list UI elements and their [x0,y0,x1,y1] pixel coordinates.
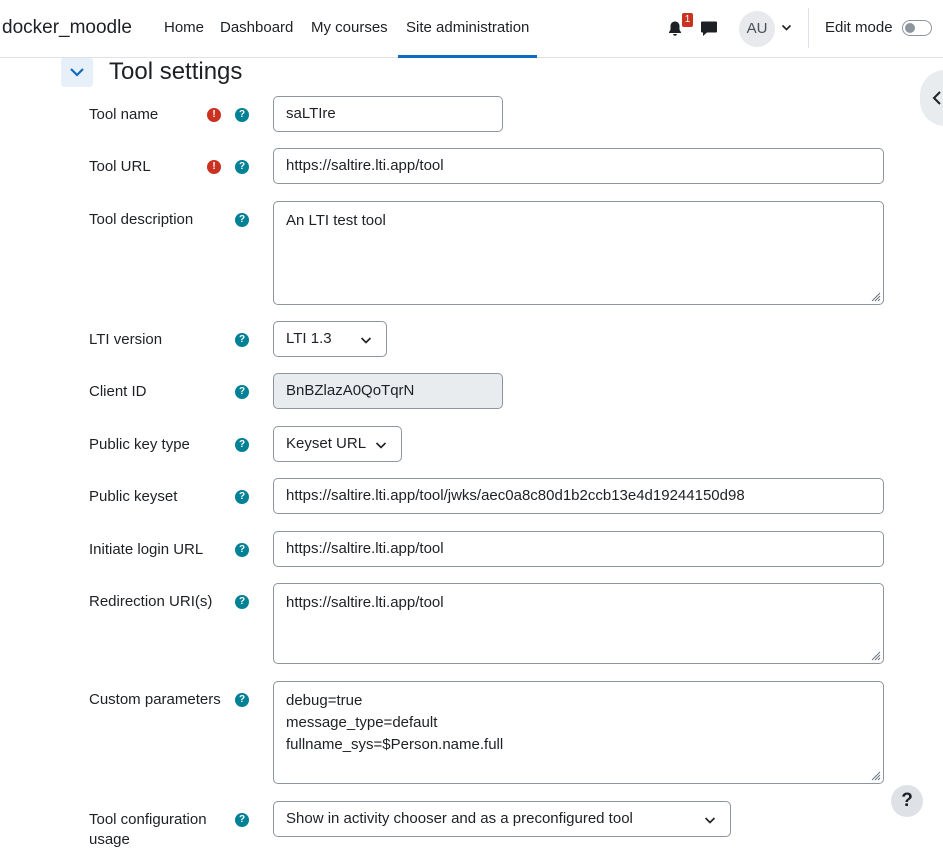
tool-configuration-usage-select[interactable] [273,801,731,837]
chevron-left-icon [932,90,942,106]
open-drawer-button[interactable] [920,70,943,126]
tool-name-label: Tool name [89,106,159,123]
nav-site-administration[interactable]: Site administration [406,19,530,36]
section-title: Tool settings [109,58,243,85]
custom-parameter-line: debug=true [286,692,363,709]
tool-configuration-usage-label-line2: usage [89,831,130,848]
tool-url-label: Tool URL [89,158,151,175]
public-keyset-input[interactable]: https://saltire.lti.app/tool/jwks/aec0a8c80d1b2ccb13e4d19244150d98 [273,478,884,514]
custom-parameter-line: fullname_sys=$Person.name.full [286,736,504,753]
custom-parameter-line: message_type=default [286,714,438,731]
tool-configuration-usage-value: Show in activity chooser and as a preconfigured tool [286,810,633,827]
public-key-type-value: Keyset URL [286,435,367,452]
user-avatar[interactable]: AU [739,11,775,47]
tool-description-label: Tool description [89,211,194,228]
edit-mode-label: Edit mode [825,19,893,36]
redirection-uris-textarea[interactable] [273,583,884,664]
question-circle-icon[interactable]: ? [235,693,249,707]
chat-bubble-icon[interactable] [700,20,718,37]
help-button[interactable]: ? [891,785,923,817]
nav-dashboard[interactable]: Dashboard [220,19,294,36]
question-circle-icon[interactable]: ? [235,813,249,827]
tool-configuration-usage-label [89,810,207,850]
exclamation-circle-icon: ! [207,160,221,174]
tool-description-text: An LTI test tool [286,212,386,229]
question-circle-icon[interactable]: ? [235,213,249,227]
client-id-input[interactable]: BnBZlazA0QoTqrN [273,373,503,409]
tool-name-input[interactable]: saLTIre [273,96,503,132]
chevron-down-icon [704,814,716,826]
resize-grip-icon[interactable] [871,771,881,781]
question-circle-icon[interactable]: ? [235,385,249,399]
lti-version-value: LTI 1.3 [286,330,332,347]
resize-grip-icon[interactable] [871,292,881,302]
chevron-down-icon [375,439,387,451]
public-key-type-select[interactable] [273,426,402,462]
top-navbar [0,0,943,58]
initiate-login-url-label: Initiate login URL [89,541,204,558]
nav-my-courses[interactable]: My courses [311,19,388,36]
public-key-type-label: Public key type [89,436,190,453]
section-collapse-button[interactable] [61,57,93,87]
site-brand[interactable]: docker_moodle [2,17,132,38]
lti-version-label: LTI version [89,331,163,348]
redirection-uris-text: https://saltire.lti.app/tool [286,594,444,611]
tool-description-textarea[interactable] [273,201,884,305]
lti-version-select[interactable] [273,321,387,357]
custom-parameters-textarea[interactable] [273,681,884,784]
question-circle-icon[interactable]: ? [235,333,249,347]
chevron-down-icon [69,66,85,78]
question-circle-icon[interactable]: ? [235,595,249,609]
client-id-label: Client ID [89,383,147,400]
tool-configuration-usage-label-line1: Tool configuration [89,811,207,828]
exclamation-circle-icon: ! [207,108,221,122]
question-circle-icon[interactable]: ? [235,108,249,122]
question-circle-icon[interactable]: ? [235,160,249,174]
question-circle-icon[interactable]: ? [235,543,249,557]
initiate-login-url-input[interactable]: https://saltire.lti.app/tool [273,531,884,567]
nav-home[interactable]: Home [164,19,205,36]
edit-mode-toggle[interactable] [902,20,932,36]
question-circle-icon[interactable]: ? [235,438,249,452]
nav-divider [808,8,809,48]
tool-url-input[interactable]: https://saltire.lti.app/tool [273,148,884,184]
question-circle-icon[interactable]: ? [235,490,249,504]
notification-count-badge: 1 [682,13,693,27]
redirection-uris-label: Redirection URI(s) [89,593,213,610]
resize-grip-icon[interactable] [871,651,881,661]
chevron-down-icon[interactable] [781,22,792,33]
custom-parameters-label: Custom parameters [89,691,221,708]
chevron-down-icon [360,334,372,346]
bell-icon[interactable] [667,20,683,37]
public-keyset-label: Public keyset [89,488,178,505]
